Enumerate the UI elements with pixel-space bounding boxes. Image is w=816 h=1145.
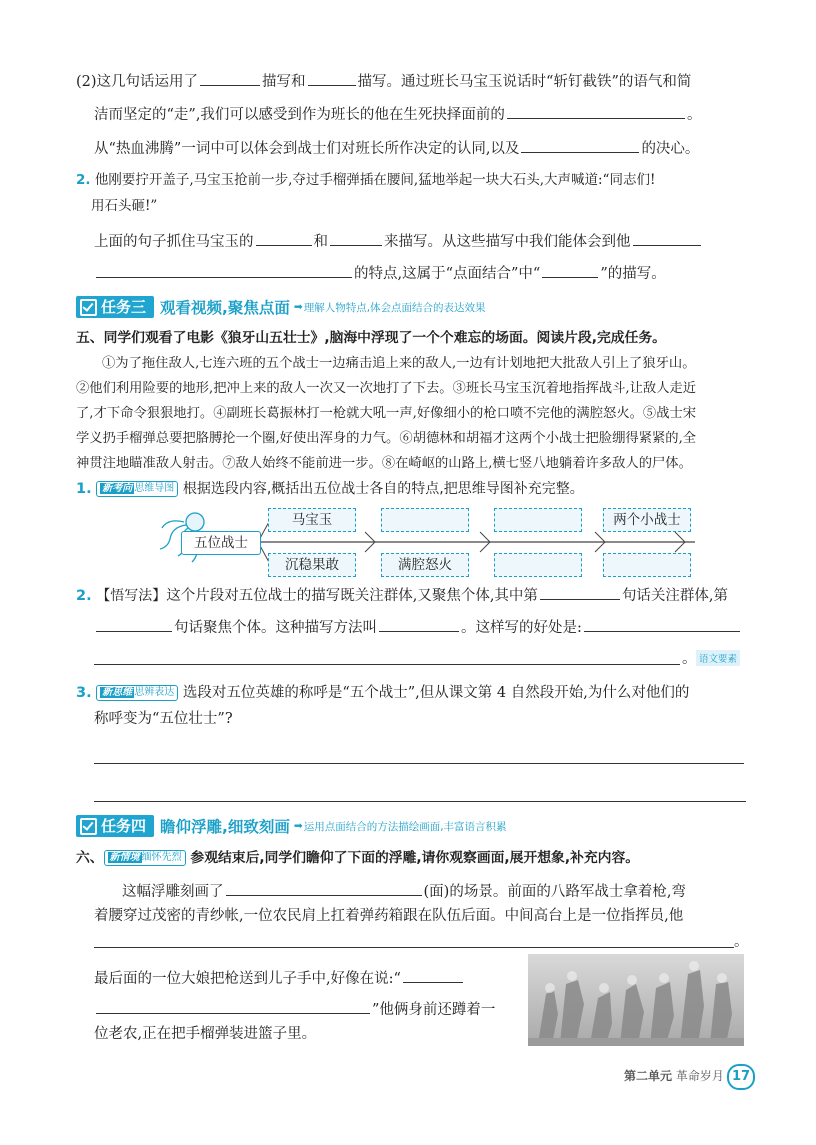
task-4-title: 瞻仰浮雕,细致刻画 [160,818,290,836]
q2-line-1: (2)这几句话运用了 描写和 描写。通过班长马宝玉说话时“斩钉截铁”的语气和简 [76,70,691,92]
passage-line: 了,才下命令狠狠地打。④副班长葛振林打一枪就大吼一声,好像细小的枪口喷不完他的满腔怒火。⑤战士宋 [76,406,697,421]
task-3-tag: 任务三 [76,296,154,318]
s5q2-line-2: 句话聚焦个体。这种描写方法叫 。这样写的好处是: [94,616,742,638]
blank-field[interactable] [256,230,312,246]
page-number: 17 [727,1064,755,1090]
s5q3-line-1: 3. 新思维 思辨表达 选段对五位英雄的称呼是“五个战士”,但从课文第 4 自然段开始,为什么对他们的 [76,685,690,701]
blank-field[interactable] [584,616,740,632]
passage-line: ①为了拖住敌人,七连六班的五个战士一边痛击追上来的敌人,一边有计划地把大批敌人引上了狼牙山。 [102,356,696,371]
blank-field[interactable] [403,967,463,983]
task-4-tag: 任务四 [76,815,154,837]
mindmap-top-4: 两个小战士 [603,508,691,532]
mindmap-bottom-2: 满腔怒火 [381,553,469,577]
blank-field[interactable] [633,230,701,246]
s6-line-1: 这幅浮雕刻画了 (面)的场景。前面的八路军战士拿着枪,弯 [122,880,686,902]
footer-label: 第二单元 革命岁月 [624,1069,724,1083]
s6-line-6: 位老农,正在把手榴弹装进篮子里。 [94,1026,317,1042]
task-4-subtitle: 运用点面结合的方法描绘画面,丰富语言积累 [303,820,507,833]
task-4-header [76,815,507,837]
mindmap-top-2[interactable] [381,508,469,532]
passage-line: ②他们利用险要的地形,把冲上来的敌人一次又一次地打了下去。③班长马宝玉沉着地指挥战斗,让敌人走近 [76,381,697,396]
blank-field[interactable] [96,998,370,1014]
mindmap-bottom-3[interactable] [494,553,582,577]
s5q3-line-2: 称呼变为“五位壮士”? [94,711,233,727]
section-5-heading: 五、同学们观看了电影《狼牙山五壮士》,脑海中浮现了一个个难忘的场面。阅读片段,完成任务。 [76,330,666,346]
s6-line-4: 最后面的一位大娘把枪送到儿子手中,好像在说:“ [94,967,465,989]
mindmap-top-1: 马宝玉 [268,508,356,532]
q2-line-2: 洁而坚定的“走”,我们可以感受到作为班长的他在生死抉择面前的 。 [94,103,701,125]
answer-line[interactable] [94,801,746,802]
blank-field[interactable] [507,103,685,119]
task-3-header [76,296,486,318]
mindmap-bottom-1: 沉稳果敢 [268,553,356,577]
arrow-right-icon: ➡ [293,820,303,832]
checkbox-icon [80,818,97,835]
blank-field[interactable] [330,230,382,246]
element-badge: 语文要素 [696,650,740,666]
period: 。 [682,651,697,667]
mindmap-bottom-4[interactable] [603,553,691,577]
q2-line-3: 从“热血沸腾”一词中可以体会到战士们对班长所作决定的认同,以及 的决心。 [94,137,699,159]
answer-line[interactable] [94,947,734,948]
new-scene-badge: 新情境 缅怀先烈 [104,850,186,866]
task-3-title: 观看视频,聚焦点面 [160,299,290,317]
s5q2-line-1: 2. 【悟写法】这个片段对五位战士的描写既关注群体,又聚焦个体,其中第 句话关注群体,第 [76,584,728,606]
new-exam-badge: 新考向 思维导图 [96,481,178,497]
checkbox-icon [80,299,97,316]
s6-line-5: ”他俩身前还蹲着一 [94,998,495,1020]
passage-line: 神贯注地瞄准敌人射击。⑦敌人始终不能前进一步。⑧在崎岖的山路上,横七竖八地躺着许多敌人的尸体。 [76,456,692,471]
blank-field[interactable] [540,584,620,600]
mindmap-root: 五位战士 [181,531,261,555]
blank-field[interactable] [542,262,598,278]
q2-answer-line-1: 上面的句子抓住马宝玉的 和 来描写。从这些描写中我们能体会到他 [94,230,703,252]
passage-line: 学义扔手榴弹总要把胳膊抡一个圈,好使出浑身的力气。⑥胡德林和胡福才这两个小战士把脸绷得紧紧的,全 [76,431,697,446]
q2-quote-line-1: 2. 他刚要拧开盖子,马宝玉抢前一步,夺过手榴弹插在腰间,猛地举起一块大石头,大声喊道:“同志们! [76,172,656,188]
task-3-subtitle: 理解人物特点,体会点面结合的表达效果 [303,301,486,314]
answer-line[interactable] [94,664,680,665]
new-thinking-badge: 新思维 思辨表达 [96,685,178,701]
s6-line-2: 着腰穿过茂密的青纱帐,一位农民肩上扛着弹药箱跟在队伍后面。中间高台上是一位指挥员,他 [94,908,684,924]
s5q1-line: 1. 新考向 思维导图 根据选段内容,概括出五位战士各自的特点,把思维导图补充完整。 [76,481,584,497]
blank-field[interactable] [521,137,639,153]
q2-answer-line-2: 的特点,这属于“点面结合”中“ ”的描写。 [94,262,666,284]
blank-field[interactable] [226,880,422,896]
arrow-right-icon: ➡ [293,301,303,313]
q2-quote-line-2: 用石头砸!” [91,198,158,214]
blank-field[interactable] [308,70,356,86]
section-6-heading: 六、 新情境 缅怀先烈 参观结束后,同学们瞻仰了下面的浮雕,请你观察画面,展开想象,补充内容。 [76,850,640,866]
blank-field[interactable] [96,262,352,278]
blank-field[interactable] [200,70,260,86]
period: 。 [734,934,749,950]
blank-field[interactable] [96,616,172,632]
mindmap-top-3[interactable] [494,508,582,532]
relief-sculpture-image [528,954,744,1046]
blank-field[interactable] [379,616,459,632]
answer-line[interactable] [94,763,744,764]
